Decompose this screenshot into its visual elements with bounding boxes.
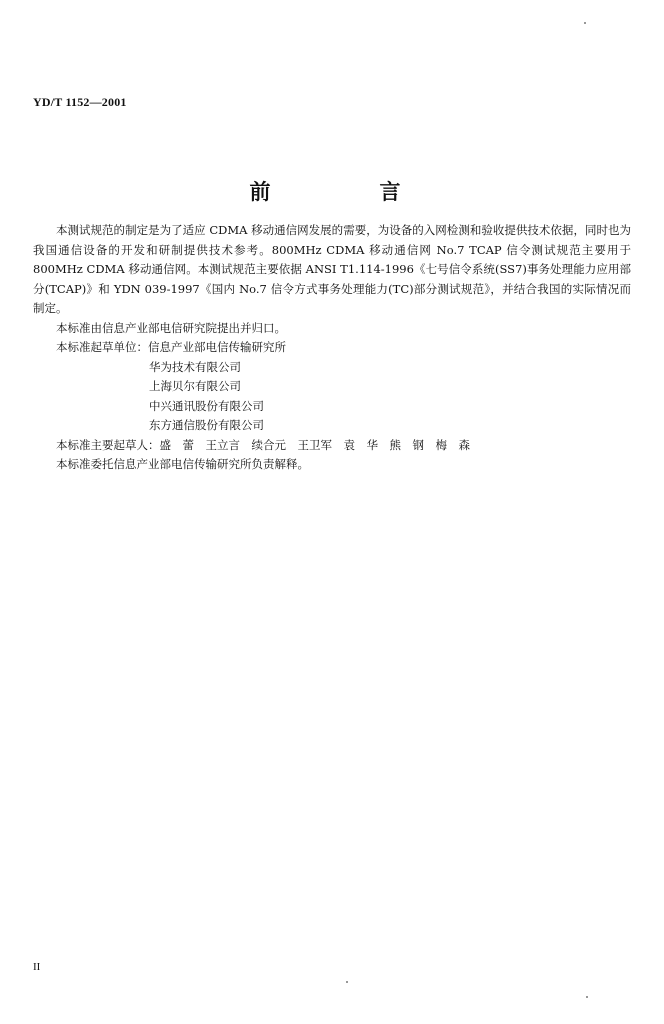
drafting-unit: 信息产业部电信传输研究所 [148,340,286,354]
interpretation-line: 本标准委托信息产业部电信传输研究所负责解释。 [56,457,309,471]
foreword-paragraph: 本测试规范的制定是为了适应 CDMA 移动通信网发展的需要，为设备的入网检测和验收提供技术依据，同时也为我国通信设备的开发和研制提供技术参考。800MHz CDMA 移动通信网 No.7 TCAP 信令测试规范主要用于 800MHz CDMA 移动通信网。本测试规范主要依据 ANSI T1.114-1996《七号信令系统(SS7)事务处理能力应用部分(TCAP)》和 YDN 039-1997《国内 No.7 信令方式事务处理能力(TC)部分测试规范》，并结合我国的实际情况而制定。 [33,223,631,315]
standard-code: YD/T 1152—2001 [33,95,127,109]
drafting-units-line [33,338,631,358]
drafters-line: 本标准主要起草人：盛 蕾 王立言 续合元 王卫军 袁 华 熊 钢 梅 森 [56,437,470,452]
drafting-unit: 东方通信股份有限公司 [149,418,264,432]
drafting-unit: 中兴通讯股份有限公司 [149,398,264,413]
page-title: 前 言 [249,180,445,204]
document-body [33,221,631,475]
proposer-line: 本标准由信息产业部电信研究院提出并归口。 [56,320,286,335]
drafting-unit: 华为技术有限公司 [149,359,241,374]
drafting-units-label: 本标准起草单位： [56,340,148,354]
scan-speck [584,22,586,24]
scan-speck [586,996,588,998]
page-number: II [33,961,41,973]
scan-speck [346,981,348,983]
drafting-unit: 上海贝尔有限公司 [149,379,241,393]
